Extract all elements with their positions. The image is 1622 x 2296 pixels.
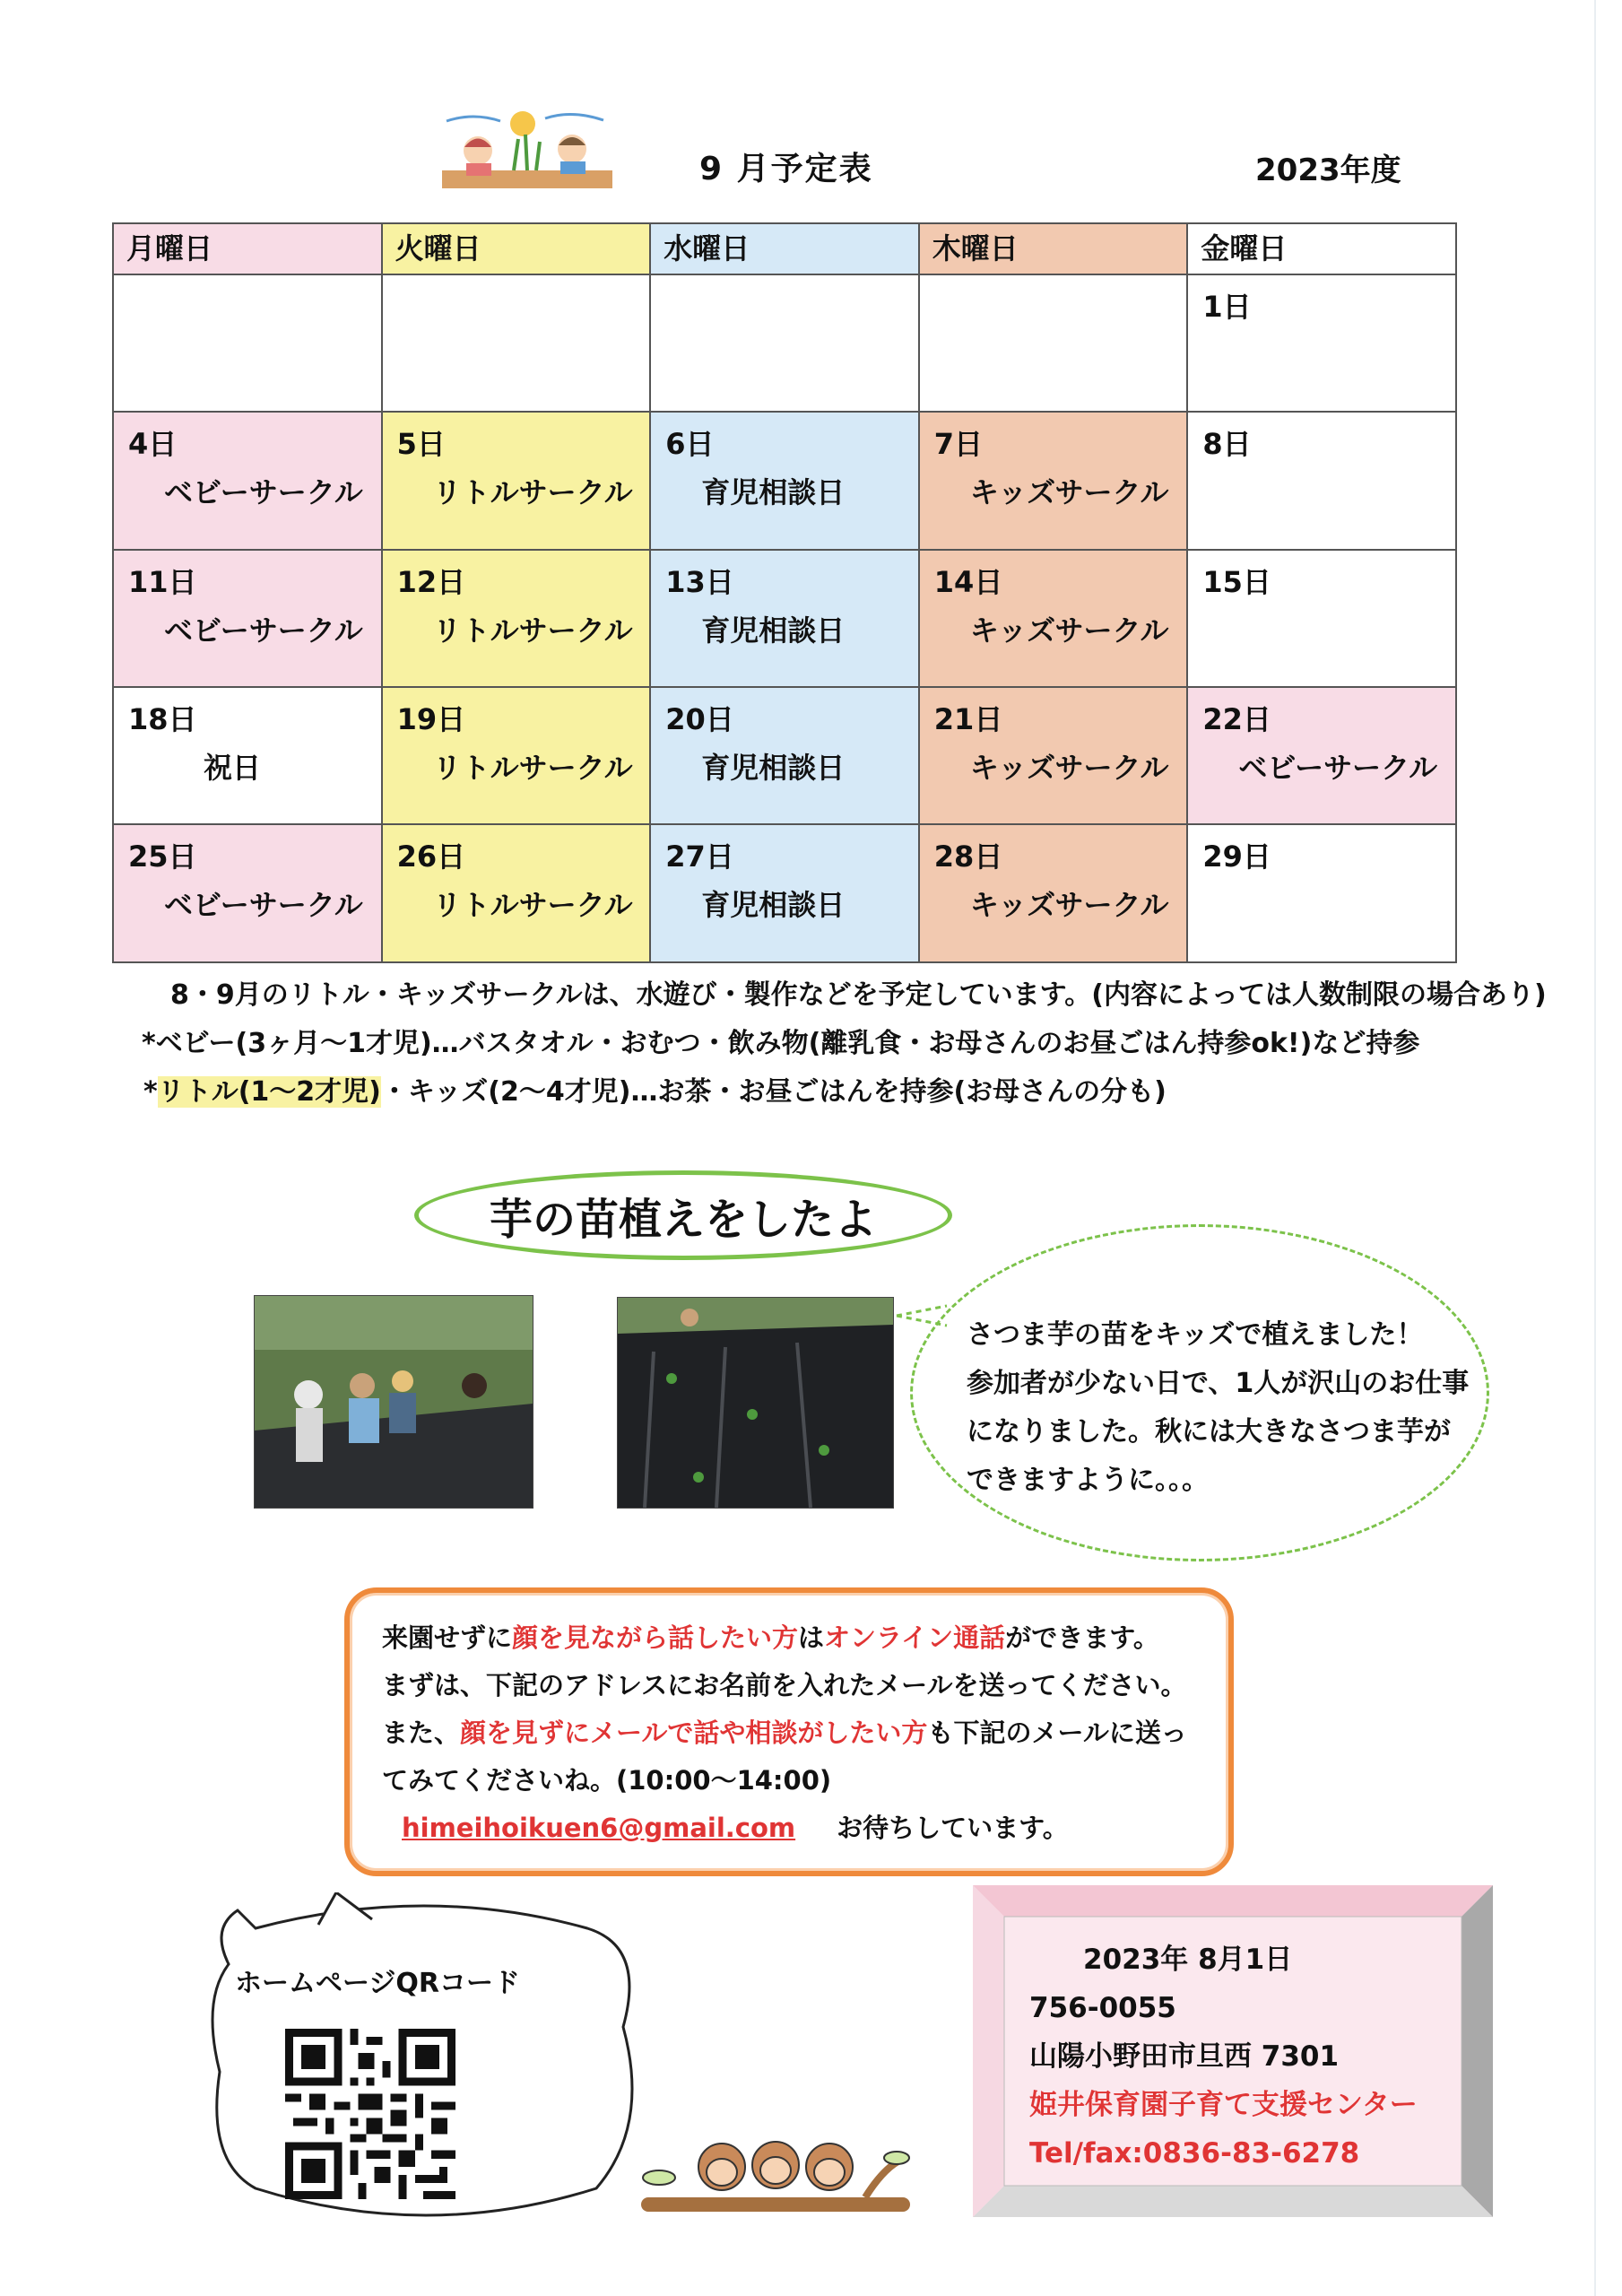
day-number: 18日 xyxy=(128,702,197,736)
calendar-cell xyxy=(919,274,1188,412)
text-span: も下記のメールに送っ xyxy=(927,1718,1187,1748)
issue-date: 2023年 8月1日 xyxy=(1083,1944,1293,1976)
day-event xyxy=(651,322,918,333)
calendar-cell xyxy=(382,824,651,962)
calendar-cell xyxy=(1187,274,1456,412)
day-number: 14日 xyxy=(933,564,1003,599)
children-illustration xyxy=(438,108,617,193)
day-event: 祝日 xyxy=(204,751,262,785)
schedule-calendar xyxy=(112,222,1457,963)
day-number: 22日 xyxy=(1202,702,1271,736)
calendar-cell xyxy=(1187,824,1456,962)
online-info-text xyxy=(382,1614,1187,1852)
calendar-cell xyxy=(113,274,382,412)
day-event: リトルサークル xyxy=(432,613,633,648)
day-number: 21日 xyxy=(933,702,1003,736)
day-event: 育児相談日 xyxy=(701,888,846,923)
day-number: 28日 xyxy=(933,839,1003,874)
comment-line: になりました。秋には大きなさつま芋が xyxy=(967,1416,1451,1448)
organization-name: 姫井保育園子育て支援センター xyxy=(1029,2089,1418,2121)
text-span: ができます。 xyxy=(1005,1622,1159,1653)
text-emphasis: 顔を見ながら話したい方 xyxy=(512,1622,799,1653)
day-event: ベビーサークル xyxy=(1238,751,1438,785)
calendar-cell xyxy=(650,550,919,687)
day-event: ベビーサークル xyxy=(164,613,363,648)
comment-line: さつま芋の苗をキッズで植えました！ xyxy=(967,1319,1424,1351)
calendar-cell xyxy=(650,824,919,962)
day-number: 15日 xyxy=(1202,564,1271,599)
comment-text xyxy=(967,1311,1469,1505)
calendar-cell xyxy=(382,274,651,412)
day-number: 26日 xyxy=(396,839,466,874)
day-number: 7日 xyxy=(933,427,984,462)
calendar-cell xyxy=(919,412,1188,549)
calendar-cell xyxy=(919,824,1188,962)
fiscal-year: 2023年度 xyxy=(1255,152,1401,188)
street-address: 山陽小野田市旦西 7301 xyxy=(1029,2040,1340,2073)
day-number: 20日 xyxy=(665,702,734,736)
week-row xyxy=(113,412,1456,549)
day-event: リトルサークル xyxy=(432,888,633,923)
day-number xyxy=(383,275,650,322)
day-number xyxy=(114,275,381,322)
text-emphasis: オンライン通話 xyxy=(824,1622,1006,1653)
day-event: リトルサークル xyxy=(432,475,633,510)
day-number: 1日 xyxy=(1202,289,1252,324)
online-line-2: まずは、下記のアドレスにお名前を入れたメールを送ってください。 xyxy=(382,1670,1187,1700)
week-row xyxy=(113,687,1456,824)
feature-title: 芋の苗植えをしたよ xyxy=(414,1170,952,1260)
week-row xyxy=(113,274,1456,412)
page-edge xyxy=(1594,0,1596,2296)
comment-line: できますように。。。 xyxy=(967,1465,1209,1496)
online-line-3 xyxy=(382,1709,1187,1757)
day-event: 育児相談日 xyxy=(701,613,846,648)
calendar-cell xyxy=(113,824,382,962)
planting-photo-2 xyxy=(617,1297,894,1509)
text-span: また、 xyxy=(382,1718,461,1748)
comment-line: 参加者が少ない日で、1人が沢山のお仕事 xyxy=(967,1368,1470,1399)
closing-text: お待ちしています。 xyxy=(837,1813,1069,1843)
calendar-cell xyxy=(1187,550,1456,687)
week-row xyxy=(113,550,1456,687)
note-line-1: 8・9月のリトル・キッズサークルは、水遊び・製作などを予定しています。(内容によっては人数制限の場合あり) xyxy=(170,979,1547,1011)
day-event xyxy=(114,322,381,333)
note-rest: ・キッズ(2〜4才児)…お茶・お昼ごはんを持参(お母さんの分も) xyxy=(380,1076,1167,1108)
online-line-4: てみてくださいね。(10:00〜14:00) xyxy=(382,1765,832,1796)
text-emphasis: 顔を見ずにメールで話や相談がしたい方 xyxy=(460,1718,928,1748)
day-number: 6日 xyxy=(665,427,715,462)
day-event: ベビーサークル xyxy=(164,475,363,510)
calendar-cell xyxy=(650,274,919,412)
calendar-cell xyxy=(113,412,382,549)
text-span: 来園せずに xyxy=(382,1622,513,1653)
qr-label: ホームページQRコード xyxy=(235,1968,521,1999)
day-event: キッズサークル xyxy=(969,888,1169,923)
day-number: 13日 xyxy=(665,564,734,599)
day-event: 育児相談日 xyxy=(701,751,846,785)
monkeys-illustration xyxy=(632,2124,919,2231)
online-line-5 xyxy=(382,1805,1187,1852)
day-number: 4日 xyxy=(128,427,178,462)
calendar-cell xyxy=(1187,687,1456,824)
day-event: リトルサークル xyxy=(432,751,633,785)
calendar-cell xyxy=(113,687,382,824)
calendar-cell xyxy=(650,412,919,549)
day-event: キッズサークル xyxy=(969,613,1169,648)
weekday-header-row xyxy=(113,223,1456,274)
planting-photo-1 xyxy=(254,1295,533,1509)
day-number: 8日 xyxy=(1202,427,1252,462)
day-event: ベビーサークル xyxy=(164,888,363,923)
day-event xyxy=(920,322,1187,333)
weekday-thursday: 木曜日 xyxy=(919,223,1188,274)
calendar-cell xyxy=(113,550,382,687)
day-number: 25日 xyxy=(128,839,197,874)
day-number: 27日 xyxy=(665,839,734,874)
calendar-cell xyxy=(1187,412,1456,549)
day-event: 育児相談日 xyxy=(701,475,846,510)
postal-code: 756-0055 xyxy=(1029,1992,1176,2024)
day-event xyxy=(383,322,650,333)
text-span: は xyxy=(798,1622,825,1653)
calendar-cell xyxy=(919,550,1188,687)
weekday-friday: 金曜日 xyxy=(1187,223,1456,274)
qr-code-icon[interactable] xyxy=(285,2029,455,2199)
day-number: 11日 xyxy=(128,564,197,599)
page-title: 9 月予定表 xyxy=(699,151,873,187)
bubble-tail xyxy=(895,1302,949,1329)
note-bullet: * xyxy=(143,1076,158,1108)
note-line-3 xyxy=(143,1069,1167,1109)
week-row xyxy=(113,824,1456,962)
calendar-cell xyxy=(650,687,919,824)
calendar-cell xyxy=(382,550,651,687)
weekday-monday: 月曜日 xyxy=(113,223,382,274)
calendar-cell xyxy=(919,687,1188,824)
note-highlight: リトル(1〜2才児) xyxy=(157,1076,381,1108)
email-link[interactable]: himeihoikuen6@gmail.com xyxy=(402,1813,796,1843)
day-number: 5日 xyxy=(396,427,446,462)
day-number: 29日 xyxy=(1202,839,1271,874)
tel-fax: Tel/fax:0836-83-6278 xyxy=(1029,2137,1360,2170)
day-number: 19日 xyxy=(396,702,466,736)
day-event: キッズサークル xyxy=(969,475,1169,510)
calendar-cell xyxy=(382,687,651,824)
day-event: キッズサークル xyxy=(969,751,1169,785)
day-number xyxy=(920,275,1187,322)
calendar-cell xyxy=(382,412,651,549)
day-number: 12日 xyxy=(396,564,466,599)
online-line-1 xyxy=(382,1614,1187,1662)
address-block xyxy=(1029,1935,1418,2178)
weekday-wednesday: 水曜日 xyxy=(650,223,919,274)
note-line-2: *ベビー(3ヶ月〜1才児)…バスタオル・おむつ・飲み物(離乳食・お母さんのお昼ごはん持参ok!)など持参 xyxy=(142,1028,1420,1059)
day-number xyxy=(651,275,918,322)
weekday-tuesday: 火曜日 xyxy=(382,223,651,274)
